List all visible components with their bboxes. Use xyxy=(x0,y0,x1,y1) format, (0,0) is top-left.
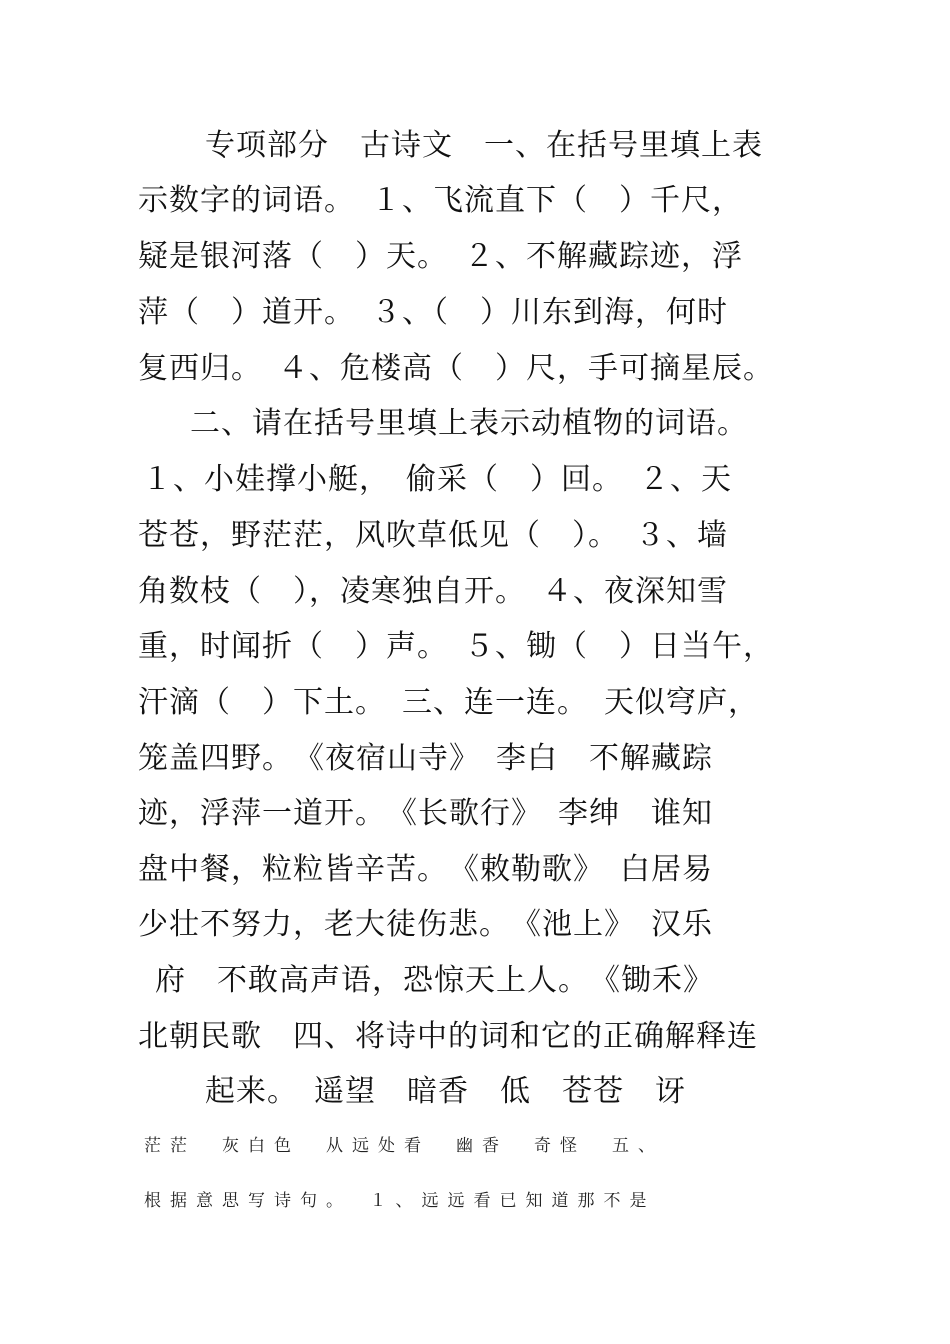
text-line: 萍（ ）道开。 ３、（ ）川东到海，何时 xyxy=(138,295,728,330)
text-line: 专项部分 古诗文 一、在括号里填上表 xyxy=(205,128,763,163)
text-line: 苍苍，野茫茫，风吹草低见（ ）。 ３、墙 xyxy=(138,518,728,553)
small-text-line: 茫茫 灰白色 从远处看 幽香 奇怪 五、 xyxy=(144,1136,664,1156)
text-line: 示数字的词语。 １、飞流直下（ ）千尺， xyxy=(138,183,743,218)
text-line: 起来。 遥望 暗香 低 苍苍 讶 xyxy=(205,1074,686,1109)
text-line: 北朝民歌 四、将诗中的词和它的正确解释连 xyxy=(138,1019,758,1054)
text-line: 复西归。 ４、危楼高（ ）尺，手可摘星辰。 xyxy=(138,351,774,386)
text-line: 府 不敢高声语，恐惊天上人。 《锄禾》 xyxy=(155,963,714,998)
text-line: 角数枝（ ），凌寒独自开。 ４、夜深知雪 xyxy=(138,574,728,609)
text-line: 汗滴（ ）下土。 三、连一连。 天似穹庐， xyxy=(138,685,759,720)
text-line: 迹，浮萍一道开。 《长歌行》 李绅 谁知 xyxy=(138,796,713,831)
text-line: 二、请在括号里填上表示动植物的词语。 xyxy=(190,406,748,441)
text-line: 盘中餐，粒粒皆辛苦。 《敕勒歌》 白居易 xyxy=(138,852,713,887)
text-line: 疑是银河落（ ）天。 ２、不解藏踪迹，浮 xyxy=(138,239,743,274)
text-line: 重，时闻折（ ）声。 ５、锄（ ）日当午， xyxy=(138,629,774,664)
text-line: 笼盖四野。 《夜宿山寺》 李白 不解藏踪 xyxy=(138,741,713,776)
text-line: 少壮不努力，老大徒伤悲。 《池上》 汉乐 xyxy=(138,907,713,942)
text-line: １、小娃撑小艇， 偷采（ ）回。 ２、天 xyxy=(142,462,732,497)
small-text-line: 根据意思写诗句。 １、远远看已知道那不是 xyxy=(144,1191,656,1211)
